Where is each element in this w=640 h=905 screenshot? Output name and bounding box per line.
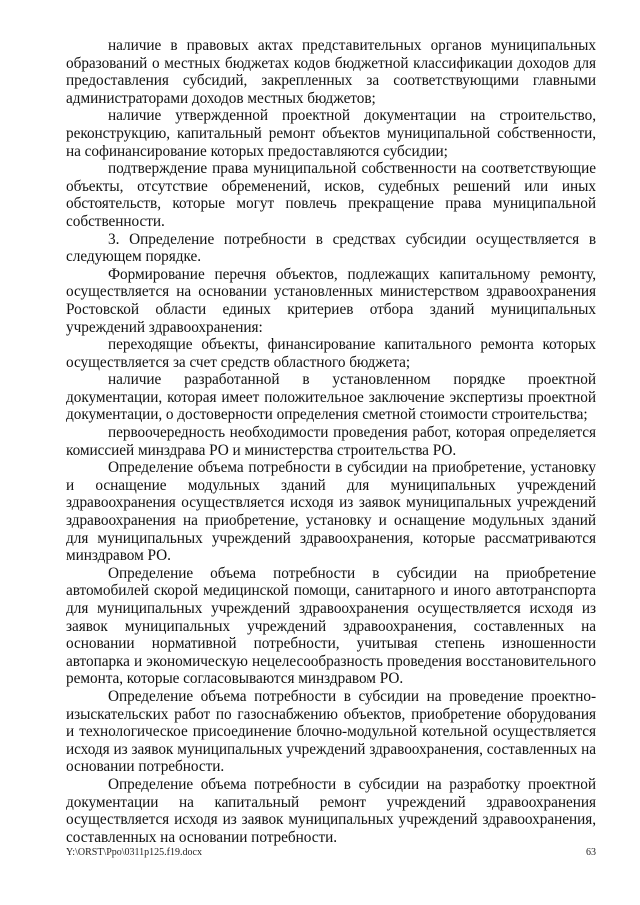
paragraph: наличие разработанной в установленном порядке проектной документации, которая имеет положительное заключение экспертизы проектной документации, о достоверности определения сметной стоимости строительства; bbox=[66, 371, 596, 424]
paragraph: подтверждение права муниципальной собственности на соответствующие объекты, отсутствие обременений, исков, судебных решений или иных обстоятельств, которые могут повлечь прекращение права муниципальной собственности. bbox=[66, 160, 596, 230]
page-number: 63 bbox=[586, 847, 596, 858]
file-path: Y:\ORST\Ppo\0311p125.f19.docx bbox=[66, 847, 202, 858]
document-body bbox=[66, 37, 596, 846]
paragraph: наличие в правовых актах представительных органов муниципальных образований о местных бюджетах кодов бюджетной классификации доходов для предоставления субсидий, закрепленных за соответствующими главными администраторами доходов местных бюджетов; bbox=[66, 37, 596, 107]
paragraph: переходящие объекты, финансирование капитального ремонта которых осуществляется за счет средств областного бюджета; bbox=[66, 336, 596, 371]
paragraph: Определение объема потребности в субсидии на разработку проектной документации на капитальный ремонт учреждений здравоохранения осуществляется исходя из заявок муниципальных учреждений здравоохранения, составленных на основании потребности. bbox=[66, 775, 596, 846]
paragraph: Определение объема потребности в субсидии на приобретение автомобилей скорой медицинской помощи, санитарного и иного автотранспорта для муниципальных учреждений здравоохранения осуществляется исходя из заявок муниципальных учреждений здравоохранения, составленных на основании нормативной потребности, учитывая степень изношенности автопарка и экономическую нецелесообразность проведения восстановительного ремонта, которые согласовываются минздравом РО. bbox=[66, 564, 596, 688]
paragraph: наличие утвержденной проектной документации на строительство, реконструкцию, капитальный ремонт объектов муниципальной собственности, на софинансирование которых предоставляются субсидии; bbox=[66, 107, 596, 160]
paragraph: Формирование перечня объектов, подлежащих капитальному ремонту, осуществляется на основании установленных министерством здравоохранения Ростовской области единых критериев отбора зданий муниципальных учреждений здравоохранения: bbox=[66, 265, 596, 336]
paragraph: 3. Определение потребности в средствах субсидии осуществляется в следующем порядке. bbox=[66, 230, 596, 266]
paragraph: Определение объема потребности в субсидии на приобретение, установку и оснащение модульных зданий для муниципальных учреждений здравоохранения осуществляется исходя из заявок муниципальных учреждений здравоохранения на приобретение, установку и оснащение модульных зданий для муниципальных учреждений здравоохранения, которые рассматриваются минздравом РО. bbox=[66, 459, 596, 565]
paragraph: первоочередность необходимости проведения работ, которая определяется комиссией минздрава РО и министерства строительства РО. bbox=[66, 424, 596, 459]
paragraph: Определение объема потребности в субсидии на проведение проектно-изыскательских работ по газоснабжению объектов, приобретение оборудования и технологическое присоединение блочно-модульной котельной осуществляется исходя из заявок муниципальных учреждений здравоохранения, составленных на основании потребности. bbox=[66, 687, 596, 776]
